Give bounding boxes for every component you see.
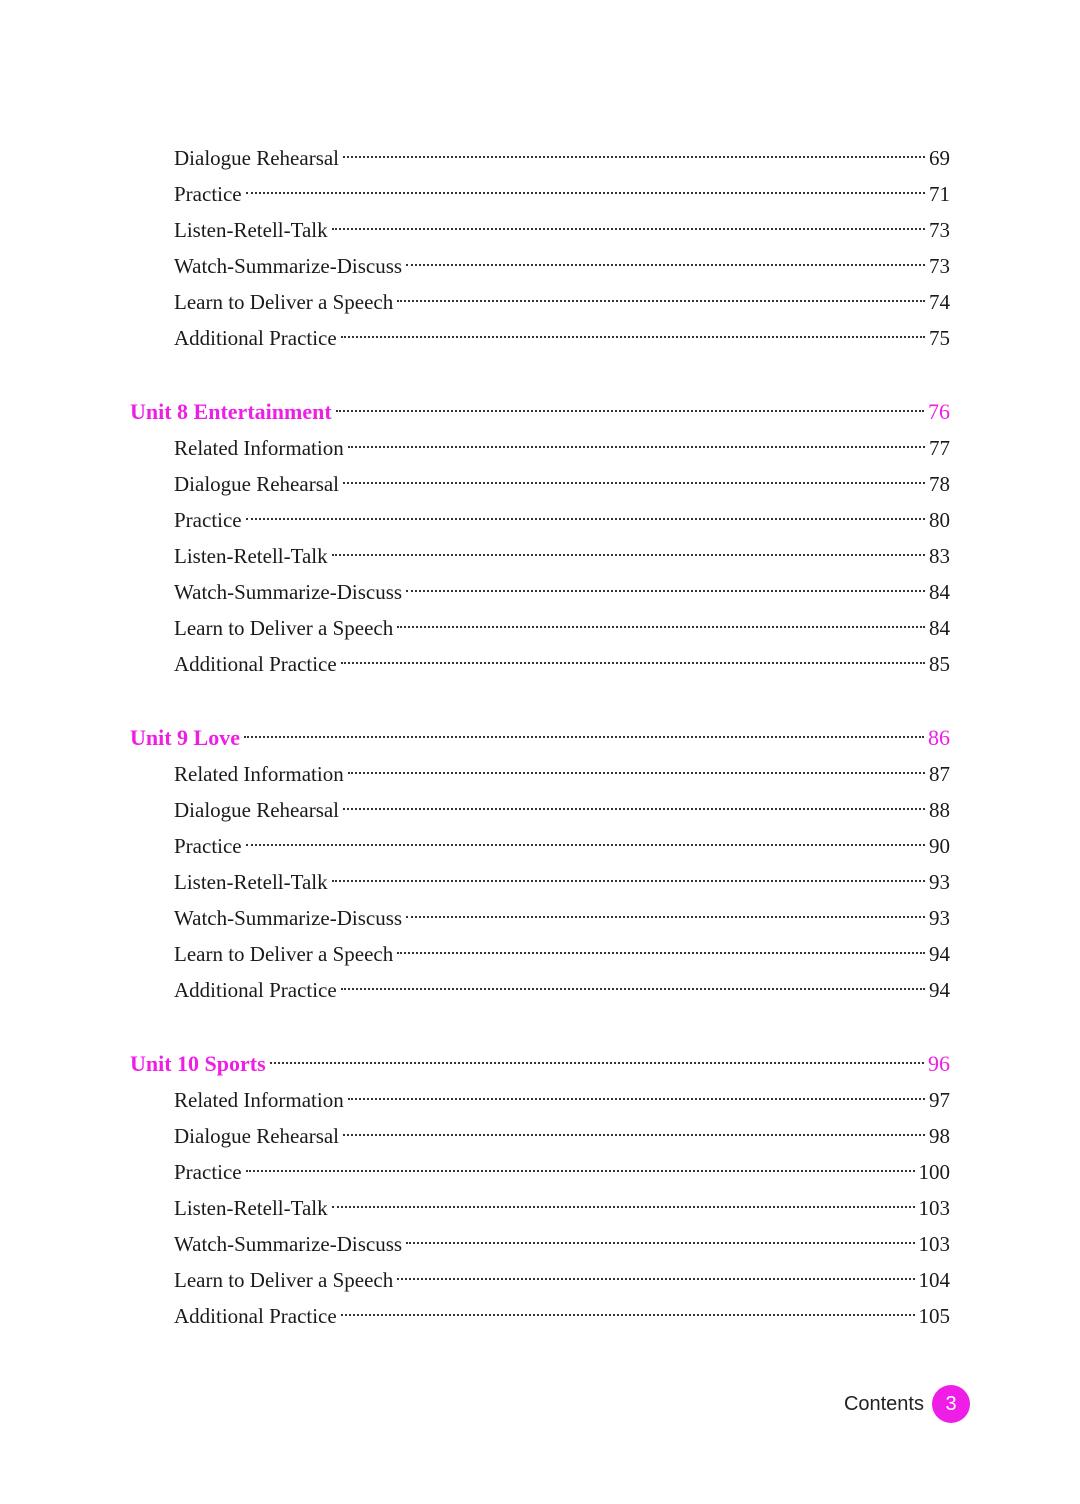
toc-entry-title: Additional Practice — [174, 1304, 337, 1328]
dot-leader — [397, 1278, 914, 1280]
toc-unit-title: Unit 9 Love — [130, 725, 240, 750]
page-footer — [844, 1384, 970, 1424]
toc-page-number: 96 — [928, 1051, 950, 1076]
dot-leader — [406, 916, 925, 918]
toc-entry-title: Watch-Summarize-Discuss — [174, 1232, 403, 1256]
dot-leader — [246, 518, 925, 520]
dot-leader — [343, 1134, 925, 1136]
toc-entry-title: Related Information — [174, 1088, 344, 1112]
toc-page-number: 103 — [918, 1232, 950, 1256]
toc-page-number: 69 — [929, 146, 950, 170]
toc-page-number: 87 — [929, 762, 950, 786]
toc-page-number: 84 — [929, 580, 950, 604]
toc-page-number: 97 — [929, 1088, 950, 1112]
toc-page-number: 85 — [929, 652, 950, 676]
toc-entry-title: Additional Practice — [174, 652, 337, 676]
toc-entry-title: Practice — [174, 508, 242, 532]
toc-page-number: 83 — [929, 544, 950, 568]
toc-entry[interactable] — [174, 831, 950, 861]
dot-leader — [348, 1098, 925, 1100]
dot-leader — [348, 446, 925, 448]
toc-entry[interactable] — [174, 649, 950, 679]
toc-entry-title: Practice — [174, 182, 242, 206]
toc-page-number: 75 — [929, 326, 950, 350]
toc-page-number: 104 — [918, 1268, 950, 1292]
toc-page-number: 90 — [929, 834, 950, 858]
toc-entry[interactable] — [174, 505, 950, 535]
toc-entry[interactable] — [174, 323, 950, 353]
toc-entry[interactable] — [174, 613, 950, 643]
toc-entry[interactable] — [174, 251, 950, 281]
toc-entry-title: Practice — [174, 1160, 242, 1184]
toc-entry[interactable] — [174, 215, 950, 245]
toc-page-number: 93 — [929, 906, 950, 930]
dot-leader — [341, 662, 925, 664]
toc-entry[interactable] — [174, 469, 950, 499]
toc-page-number: 94 — [929, 942, 950, 966]
toc-entry[interactable] — [174, 1229, 950, 1259]
toc-page-number: 78 — [929, 472, 950, 496]
toc-page-number: 105 — [918, 1304, 950, 1328]
toc-page-number: 103 — [918, 1196, 950, 1220]
toc-page-number: 93 — [929, 870, 950, 894]
toc-page-number: 80 — [929, 508, 950, 532]
toc-entry[interactable] — [174, 1301, 950, 1331]
toc-entry[interactable] — [174, 541, 950, 571]
toc-entry[interactable] — [174, 867, 950, 897]
toc-entry[interactable] — [174, 1193, 950, 1223]
toc-entry-title: Listen-Retell-Talk — [174, 1196, 328, 1220]
toc-page-number: 98 — [929, 1124, 950, 1148]
dot-leader — [343, 156, 925, 158]
toc-entry-title: Learn to Deliver a Speech — [174, 942, 394, 966]
dot-leader — [343, 808, 925, 810]
toc-entry-title: Dialogue Rehearsal — [174, 1124, 340, 1148]
toc-entry[interactable] — [174, 433, 950, 463]
toc-page-number: 71 — [929, 182, 950, 206]
toc-unit-entry[interactable] — [130, 397, 950, 427]
toc-entry[interactable] — [174, 903, 950, 933]
dot-leader — [270, 1062, 924, 1064]
toc-entry[interactable] — [174, 287, 950, 317]
toc-entry-title: Related Information — [174, 762, 344, 786]
toc-entry[interactable] — [174, 1121, 950, 1151]
footer-section-label: Contents — [843, 1392, 924, 1415]
toc-page-number: 74 — [929, 290, 950, 314]
toc-entry-title: Learn to Deliver a Speech — [174, 616, 394, 640]
toc-entry-title: Dialogue Rehearsal — [174, 472, 340, 496]
toc-entry-title: Dialogue Rehearsal — [174, 146, 340, 170]
dot-leader — [397, 952, 925, 954]
toc-entry-title: Watch-Summarize-Discuss — [174, 906, 403, 930]
toc-page-number: 100 — [918, 1160, 950, 1184]
dot-leader — [244, 736, 924, 738]
toc-entry[interactable] — [174, 939, 950, 969]
toc-entry[interactable] — [174, 1085, 950, 1115]
toc-entry[interactable] — [174, 179, 950, 209]
toc-entry-title: Practice — [174, 834, 242, 858]
toc-entry-title: Related Information — [174, 436, 344, 460]
dot-leader — [343, 482, 925, 484]
dot-leader — [332, 1206, 915, 1208]
dot-leader — [246, 192, 925, 194]
dot-leader — [406, 590, 925, 592]
toc-entry[interactable] — [174, 1157, 950, 1187]
toc-entry-title: Watch-Summarize-Discuss — [174, 580, 403, 604]
toc-entry[interactable] — [174, 795, 950, 825]
toc-entry[interactable] — [174, 975, 950, 1005]
dot-leader — [406, 264, 925, 266]
toc-entry-title: Additional Practice — [174, 978, 337, 1002]
toc-page-number: 73 — [929, 254, 950, 278]
toc-entry-title: Listen-Retell-Talk — [174, 218, 328, 242]
toc-entry-title: Learn to Deliver a Speech — [174, 1268, 394, 1292]
toc-page-number: 84 — [929, 616, 950, 640]
dot-leader — [332, 880, 925, 882]
toc-unit-entry[interactable] — [130, 1049, 950, 1079]
toc-entry-title: Additional Practice — [174, 326, 337, 350]
dot-leader — [246, 1170, 915, 1172]
dot-leader — [341, 1314, 915, 1316]
toc-entry-title: Listen-Retell-Talk — [174, 870, 328, 894]
dot-leader — [397, 300, 925, 302]
page-number-badge: 3 — [932, 1385, 970, 1423]
toc-unit-entry[interactable] — [130, 723, 950, 753]
toc-entry[interactable] — [174, 759, 950, 789]
toc-page-number: 88 — [929, 798, 950, 822]
toc-entry-title: Dialogue Rehearsal — [174, 798, 340, 822]
dot-leader — [397, 626, 925, 628]
toc-entry-title: Listen-Retell-Talk — [174, 544, 328, 568]
toc-entry[interactable] — [174, 1265, 950, 1295]
dot-leader — [406, 1242, 914, 1244]
toc-page-number: 94 — [929, 978, 950, 1002]
dot-leader — [332, 554, 925, 556]
toc-page-number: 76 — [928, 399, 950, 424]
dot-leader — [348, 772, 925, 774]
toc-page-number: 86 — [928, 725, 950, 750]
dot-leader — [336, 410, 924, 412]
toc-entry-title: Watch-Summarize-Discuss — [174, 254, 403, 278]
toc-page-number: 77 — [929, 436, 950, 460]
dot-leader — [341, 336, 925, 338]
toc-page-number: 73 — [929, 218, 950, 242]
toc-unit-title: Unit 8 Entertainment — [130, 399, 332, 424]
toc-unit-title: Unit 10 Sports — [130, 1051, 266, 1076]
toc-entry-title: Learn to Deliver a Speech — [174, 290, 394, 314]
toc-entry[interactable] — [174, 577, 950, 607]
dot-leader — [246, 844, 925, 846]
dot-leader — [341, 988, 925, 990]
toc-entry[interactable] — [174, 143, 950, 173]
dot-leader — [332, 228, 925, 230]
